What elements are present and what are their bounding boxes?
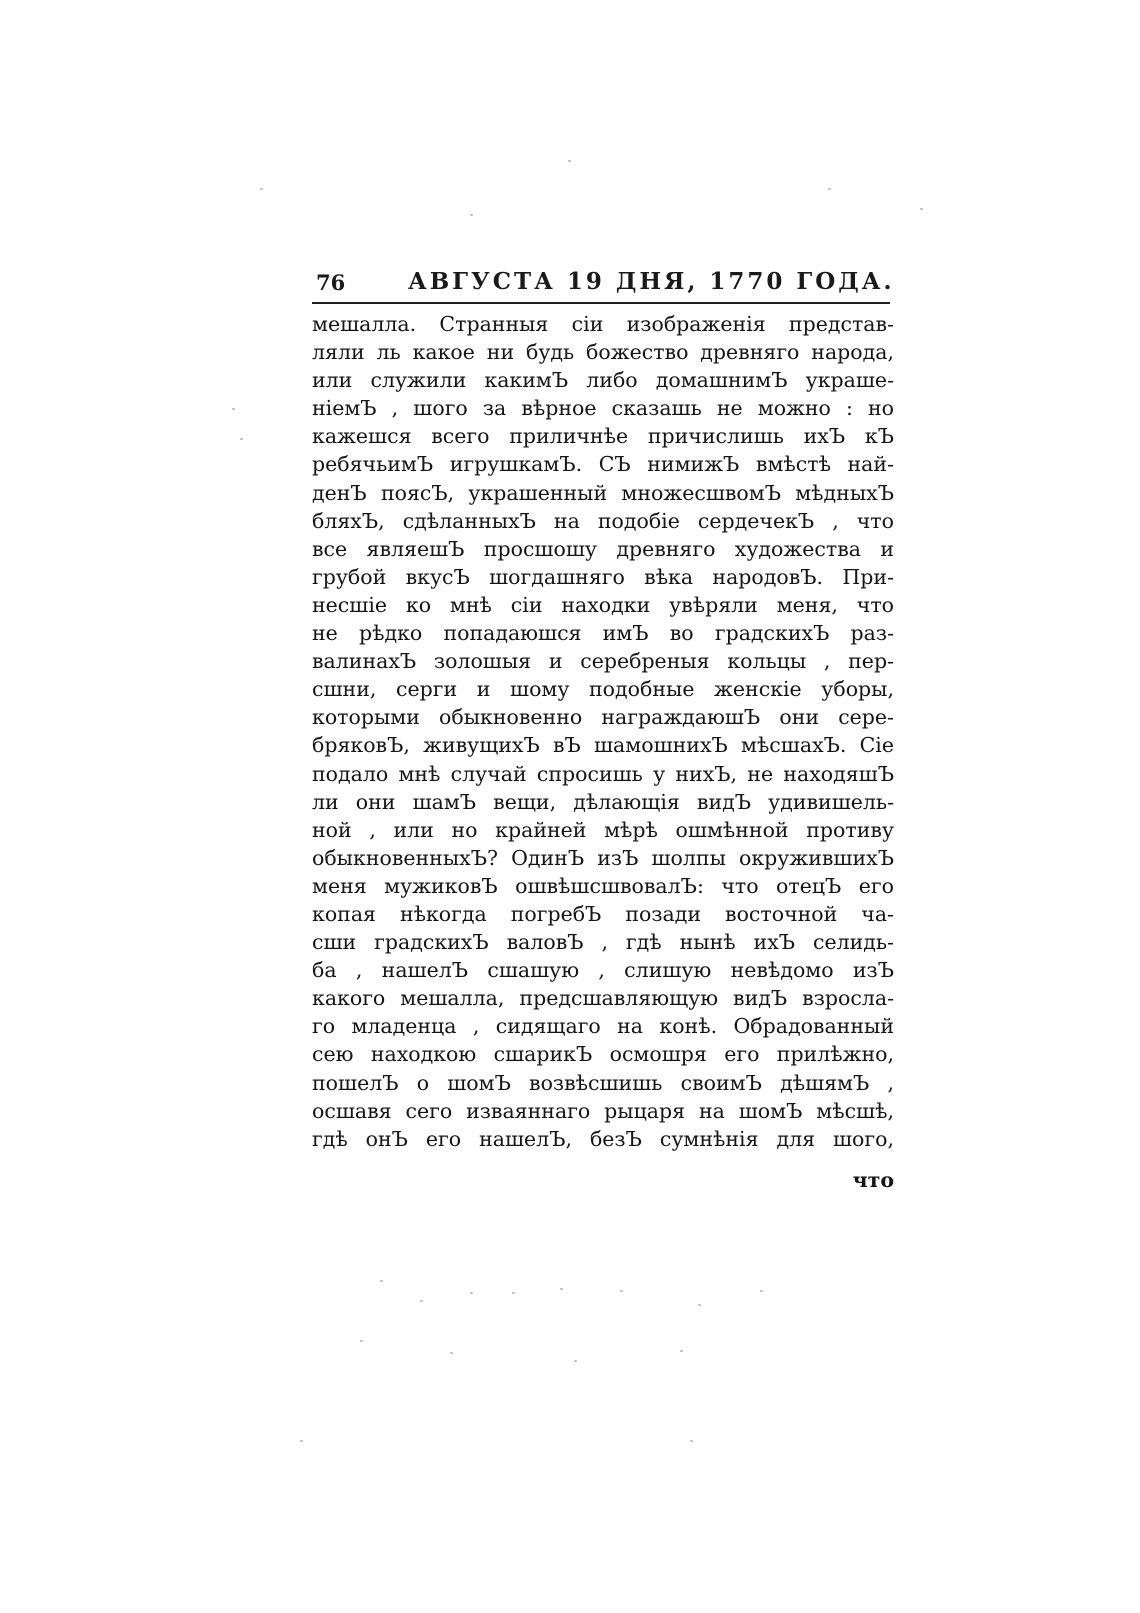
text-line: валинахЪ золошыя и серебреныя кольцы , пер- (312, 649, 894, 674)
text-line: ляли ль какое ни будь божество древняго народа, (312, 340, 894, 365)
speck (760, 1290, 763, 1292)
speck (560, 1288, 563, 1290)
text-line: мешалла. Странныя сіи изображенія предстaв- (312, 312, 894, 336)
speck (690, 1440, 693, 1442)
text-line: гдѣ онЪ его нашелЪ, безЪ сумнѣнія для шого, (312, 1126, 894, 1151)
text-line: сею находкою сшарикЪ осмошря его прилѣжно, (312, 1042, 894, 1067)
text-line: ной , или но крайней мѣрѣ ошмѣнной противу (312, 817, 894, 842)
text-line: не рѣдко попадаюшся имЪ во градскихЪ раз- (312, 621, 894, 646)
text-line: которыми обыкновенно награждаюшЪ они сере- (312, 705, 894, 730)
text-line: какого мешалла, предсшавляющую видЪ взросла- (312, 986, 894, 1011)
speck (260, 188, 263, 190)
speck (574, 1360, 577, 1362)
text-line: ли они шамЪ вещи, дѣлающія видЪ удивишель- (312, 789, 894, 814)
text-line: пошелЪ о шомЪ возвѣсшишь своимЪ дѣшямЪ , (312, 1070, 894, 1095)
speck (620, 1290, 623, 1292)
text-line: обыкновенныхЪ? ОдинЪ изЪ шолпы окружившихЪ (312, 845, 894, 870)
body-text (312, 310, 894, 1153)
page-header (316, 268, 895, 302)
speck (232, 408, 235, 410)
speck (470, 214, 473, 216)
text-line: ребячьимЪ игрушкамЪ. СЪ нимижЪ вмѣстѣ най- (312, 452, 894, 477)
speck (450, 1352, 453, 1354)
speck (420, 1300, 423, 1302)
text-line: ніемЪ , шого за вѣрное сказашь не можно : но (312, 396, 894, 421)
text-line: меня мужиковЪ ошвѣшсшвовалЪ: что отецЪ его (312, 873, 894, 898)
speck (920, 208, 923, 210)
text-line: осшавя сего изваяннаго рыцаря на шомЪ мѣсшѣ, (312, 1098, 894, 1123)
text-line: бряковЪ, живущихЪ вЪ шамошнихЪ мѣсшахЪ. Сіе (312, 733, 894, 758)
speck (680, 1350, 683, 1352)
running-head: АВГУСТА 19 ДНЯ, 1770 ГОДА. (408, 268, 895, 295)
speck (300, 1440, 303, 1442)
text-line: кажешся всего приличнѣе причислишь ихЪ кЪ (312, 424, 894, 449)
speck (828, 188, 831, 190)
text-line: сши градскихЪ валовЪ , гдѣ нынѣ ихЪ селидь- (312, 930, 894, 955)
text-line: подало мнѣ случай спросишь у нихЪ, не находяшЪ (312, 761, 894, 786)
text-line: ба , нашелЪ сшашую , слишую невѣдомо изЪ (312, 958, 894, 983)
speck (568, 160, 571, 162)
text-line: все являешЪ просшошу древняго художества и (312, 536, 894, 561)
header-rule (312, 302, 890, 304)
page-number: 76 (316, 270, 346, 295)
speck (512, 1292, 515, 1294)
text-line: го младенца , сидящаго на конѣ. Обрадованный (312, 1014, 894, 1039)
catchword: что (852, 1168, 894, 1192)
speck (240, 438, 243, 440)
speck (698, 1304, 701, 1306)
text-line: сшни, серги и шому подобные женскіе уборы, (312, 677, 894, 702)
text-line: копая нѣкогда погребЪ позади восточной ча- (312, 901, 894, 926)
text-line: бляхЪ, сдѣланныхЪ на подобіе сердечекЪ , что (312, 508, 894, 533)
text-line: или служили какимЪ либо домашнимЪ украше- (312, 368, 894, 393)
speck (470, 1292, 473, 1294)
text-line: несшіе ко мнѣ сіи находки увѣряли меня, что (312, 592, 894, 617)
text-line: грубой вкусЪ шогдашняго вѣка народовЪ. При- (312, 564, 894, 589)
text-line: денЪ поясЪ, украшенный множесшвомЪ мѣдныхЪ (312, 480, 894, 505)
speck (380, 1280, 383, 1282)
speck (360, 1340, 363, 1342)
